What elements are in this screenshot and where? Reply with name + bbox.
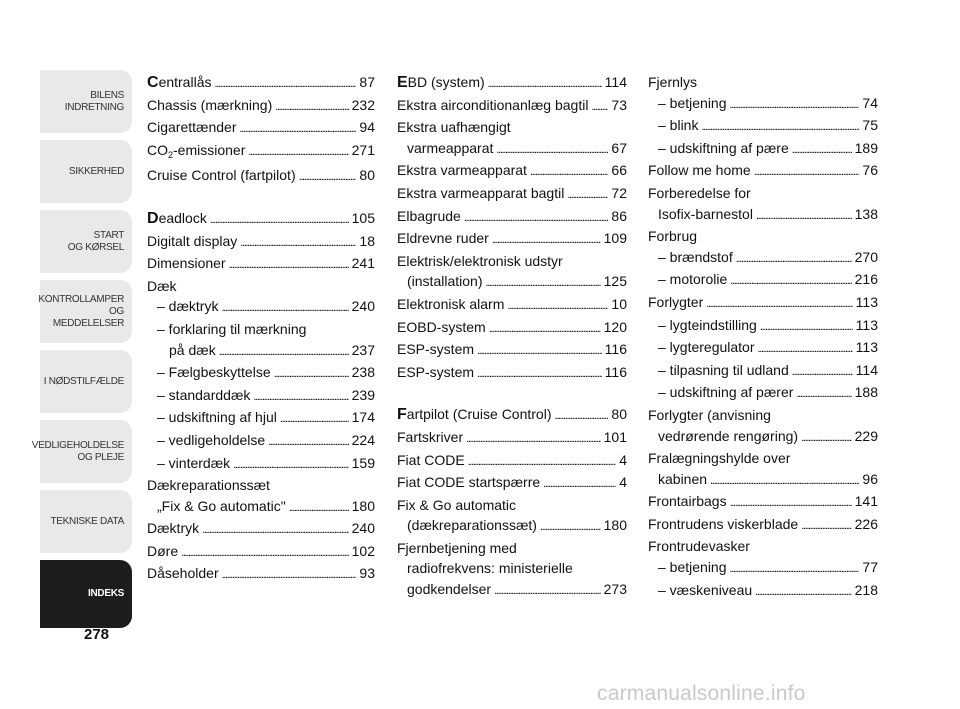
entry-label: – udskiftning af pærer bbox=[658, 384, 794, 401]
leader-dots bbox=[268, 430, 348, 453]
index-entry[interactable] bbox=[397, 160, 627, 183]
entry-page: 240 bbox=[351, 520, 375, 537]
index-entry[interactable] bbox=[147, 541, 375, 564]
index-entry[interactable] bbox=[147, 72, 375, 95]
entry-label: entrallås bbox=[158, 74, 212, 90]
tab-label: OG PLEJE bbox=[77, 451, 124, 463]
tab-indeks[interactable] bbox=[40, 560, 132, 628]
entry-page: 76 bbox=[862, 162, 878, 179]
index-entry[interactable] bbox=[397, 271, 627, 294]
entry-page: 138 bbox=[854, 205, 878, 222]
section-letter: C bbox=[147, 74, 159, 91]
tab-label: I NØDSTILFÆLDE bbox=[43, 375, 124, 387]
index-entry-line: Forlygter (anvisning bbox=[648, 406, 771, 423]
entry-label: eadlock bbox=[158, 209, 207, 226]
leader-dots bbox=[219, 340, 349, 363]
index-column-3 bbox=[648, 72, 878, 602]
entry-page: 102 bbox=[351, 542, 375, 559]
entry-label: „Fix & Go automatic" bbox=[157, 497, 286, 514]
entry-page: 229 bbox=[854, 427, 878, 444]
entry-page: 113 bbox=[855, 293, 878, 310]
entry-label: Dåseholder bbox=[147, 565, 219, 582]
index-entry-line: Fralægningshylde over bbox=[648, 450, 791, 467]
entry-page: 232 bbox=[351, 96, 375, 113]
index-column-2 bbox=[397, 72, 627, 602]
entry-label: – lygteindstilling bbox=[658, 316, 757, 333]
index-entry[interactable] bbox=[397, 427, 627, 450]
leader-dots bbox=[543, 472, 616, 495]
entry-page: 80 bbox=[359, 167, 375, 184]
index-entry[interactable] bbox=[147, 518, 375, 541]
index-entry-line: – forklaring til mærkning bbox=[157, 320, 307, 337]
entry-page: 174 bbox=[351, 409, 375, 426]
entry-label: Fiat CODE startspærre bbox=[397, 474, 541, 491]
index-entry[interactable] bbox=[397, 515, 627, 538]
entry-label: artpilot (Cruise Control) bbox=[406, 406, 552, 423]
entry-label: varmeapparat bbox=[407, 139, 494, 156]
entry-label: ESP-system bbox=[397, 363, 475, 380]
entry-page: 180 bbox=[603, 517, 627, 534]
section-letter: E bbox=[397, 74, 408, 91]
entry-label: Eldrevne ruder bbox=[397, 230, 489, 247]
index-entry[interactable] bbox=[147, 496, 375, 519]
leader-dots bbox=[221, 296, 348, 319]
leader-dots bbox=[240, 231, 356, 254]
leader-dots bbox=[488, 72, 602, 95]
leader-dots bbox=[730, 93, 860, 116]
index-entry[interactable] bbox=[397, 339, 627, 362]
entry-label: Cruise Control (fartpilot) bbox=[147, 167, 296, 184]
tab-sikkerhed[interactable] bbox=[40, 140, 132, 203]
leader-dots bbox=[730, 491, 852, 514]
leader-dots bbox=[275, 95, 348, 118]
index-entry[interactable] bbox=[397, 183, 627, 206]
index-entry[interactable] bbox=[397, 362, 627, 385]
leader-dots bbox=[792, 360, 853, 383]
leader-dots bbox=[530, 160, 608, 183]
entry-label: BD (system) bbox=[407, 74, 485, 90]
entry-page: 66 bbox=[611, 162, 627, 179]
entry-page: 77 bbox=[862, 559, 878, 576]
entry-page: 120 bbox=[603, 318, 627, 335]
leader-dots bbox=[756, 204, 852, 227]
entry-page: 180 bbox=[351, 497, 375, 514]
leader-dots bbox=[253, 385, 348, 408]
index-entry[interactable] bbox=[147, 453, 375, 476]
index-entry[interactable] bbox=[147, 430, 375, 453]
entry-page: 237 bbox=[351, 341, 375, 358]
entry-label: Fartskriver bbox=[397, 428, 464, 445]
leader-dots bbox=[214, 72, 356, 95]
index-entry[interactable] bbox=[397, 472, 627, 495]
leader-dots bbox=[477, 362, 602, 385]
leader-dots bbox=[567, 183, 608, 206]
leader-dots bbox=[280, 407, 349, 430]
index-heading: Forbrug bbox=[648, 228, 698, 245]
leader-dots bbox=[494, 579, 601, 602]
index-entry[interactable] bbox=[648, 315, 878, 338]
index-entry[interactable] bbox=[147, 95, 375, 118]
subscript: 2 bbox=[168, 149, 174, 160]
index-entry[interactable] bbox=[648, 557, 878, 580]
entry-page: 218 bbox=[854, 581, 878, 598]
index-entry[interactable] bbox=[648, 269, 878, 292]
index-entry[interactable] bbox=[648, 93, 878, 116]
leader-dots bbox=[222, 563, 357, 586]
leader-dots bbox=[736, 247, 852, 270]
tab-vedligeholdelse[interactable] bbox=[31, 420, 132, 483]
index-entry[interactable] bbox=[147, 407, 375, 430]
leader-dots bbox=[507, 294, 608, 317]
entry-page: 141 bbox=[854, 493, 878, 510]
entry-label: godkendelser bbox=[407, 581, 492, 598]
entry-page: 96 bbox=[862, 470, 878, 487]
leader-dots bbox=[466, 427, 601, 450]
entry-label: på dæk bbox=[169, 341, 216, 358]
leader-dots bbox=[248, 140, 348, 163]
leader-dots bbox=[754, 160, 860, 183]
entry-page: 114 bbox=[604, 74, 627, 90]
tab-label: OG MEDDELELSER bbox=[52, 305, 124, 329]
entry-page: 116 bbox=[604, 363, 627, 380]
entry-page: 72 bbox=[611, 184, 627, 201]
entry-page: 189 bbox=[854, 139, 878, 156]
entry-label: – blink bbox=[658, 117, 699, 134]
entry-label: – væskeniveau bbox=[658, 581, 753, 598]
index-entry[interactable] bbox=[648, 580, 878, 603]
tab-i-nodstilfaelde[interactable] bbox=[40, 350, 132, 413]
index-entry[interactable] bbox=[648, 514, 878, 537]
leader-dots bbox=[555, 404, 609, 427]
chapter-sidebar bbox=[31, 70, 132, 635]
index-entry-line: radiofrekvens: ministerielle bbox=[407, 560, 573, 577]
entry-label: CO bbox=[147, 141, 168, 158]
entry-page: 240 bbox=[351, 298, 375, 315]
tab-label: TEKNISKE DATA bbox=[50, 515, 124, 527]
entry-page: 238 bbox=[351, 364, 375, 381]
entry-label: Isofix-barnestol bbox=[658, 205, 753, 222]
index-entry-line: Dækreparationssæt bbox=[147, 477, 270, 494]
tab-label: SIKKERHED bbox=[68, 165, 124, 177]
index-entry[interactable] bbox=[397, 579, 627, 602]
entry-label: Ekstra airconditionanlæg bagtil bbox=[397, 96, 589, 113]
entry-label: -emissioner bbox=[173, 141, 246, 158]
entry-page: 74 bbox=[862, 94, 878, 111]
leader-dots bbox=[477, 339, 602, 362]
index-entry-line: Forberedelse for bbox=[648, 184, 751, 201]
entry-page: 271 bbox=[351, 141, 375, 158]
entry-page: 94 bbox=[359, 119, 375, 136]
tab-start-og-korsel[interactable] bbox=[40, 210, 132, 273]
entry-page: 10 bbox=[611, 295, 627, 312]
entry-page: 86 bbox=[611, 207, 627, 224]
index-entry[interactable] bbox=[397, 138, 627, 161]
entry-page: 113 bbox=[855, 339, 878, 356]
index-entry[interactable] bbox=[147, 208, 375, 231]
entry-page: 125 bbox=[603, 273, 627, 290]
tab-label: INDEKS bbox=[88, 588, 124, 599]
tab-kontrollamper[interactable] bbox=[40, 280, 132, 343]
section-letter: D bbox=[147, 209, 159, 227]
entry-label: Cigarettænder bbox=[147, 119, 237, 136]
section-gap bbox=[397, 384, 627, 404]
index-entry[interactable] bbox=[648, 360, 878, 383]
entry-page: 114 bbox=[855, 361, 878, 378]
leader-dots bbox=[801, 514, 851, 537]
index-entry[interactable] bbox=[147, 253, 375, 276]
entry-label: – tilpasning til udland bbox=[658, 361, 789, 378]
entry-label: Digitalt display bbox=[147, 232, 238, 249]
leader-dots bbox=[233, 453, 348, 476]
entry-label: – motorolie bbox=[658, 271, 728, 288]
entry-label: – dæktryk bbox=[157, 298, 219, 315]
index-entry[interactable] bbox=[147, 340, 375, 363]
entry-page: 105 bbox=[351, 209, 375, 226]
index-entry[interactable] bbox=[648, 426, 878, 449]
entry-page: 241 bbox=[351, 255, 375, 272]
index-entry[interactable] bbox=[648, 337, 878, 360]
leader-dots bbox=[489, 317, 601, 340]
index-column-1 bbox=[147, 72, 375, 586]
section-letter: F bbox=[397, 406, 407, 424]
entry-label: Fiat CODE bbox=[397, 451, 465, 468]
entry-label: – betjening bbox=[658, 94, 727, 111]
entry-label: vedrørende rengøring) bbox=[658, 427, 799, 444]
entry-label: Frontrudens viskerblade bbox=[648, 515, 799, 532]
entry-label: Elektronisk alarm bbox=[397, 295, 505, 312]
entry-page: 188 bbox=[854, 384, 878, 401]
tab-label: VEDLIGEHOLDELSE bbox=[31, 439, 124, 451]
entry-label: Chassis (mærkning) bbox=[147, 96, 273, 113]
index-entry-line: Ekstra uafhængigt bbox=[397, 119, 511, 136]
index-entry[interactable] bbox=[397, 317, 627, 340]
index-entry[interactable] bbox=[147, 231, 375, 254]
index-entry-line: Fix & Go automatic bbox=[397, 496, 517, 513]
entry-label: Elbagrude bbox=[397, 207, 461, 224]
entry-label: – betjening bbox=[658, 559, 727, 576]
index-entry[interactable] bbox=[648, 292, 878, 315]
tab-tekniske-data[interactable] bbox=[40, 490, 132, 553]
leader-dots bbox=[485, 271, 600, 294]
watermark: carmanualsonline.info bbox=[597, 682, 806, 705]
index-entry[interactable] bbox=[397, 95, 627, 118]
tab-label: BILENS bbox=[90, 89, 124, 101]
section-gap bbox=[147, 188, 375, 208]
leader-dots bbox=[758, 337, 853, 360]
index-entry[interactable] bbox=[397, 206, 627, 229]
leader-dots bbox=[299, 165, 357, 188]
entry-page: 4 bbox=[619, 474, 627, 491]
leader-dots bbox=[274, 362, 349, 385]
page-number: 278 bbox=[84, 626, 110, 643]
tab-label: START bbox=[93, 229, 124, 241]
entry-label: – udskiftning af hjul bbox=[157, 409, 277, 426]
entry-page: 93 bbox=[359, 565, 375, 582]
entry-page: 18 bbox=[359, 232, 375, 249]
entry-page: 87 bbox=[359, 74, 375, 90]
index-entry[interactable] bbox=[397, 72, 627, 95]
entry-page: 273 bbox=[603, 581, 627, 598]
index-entry[interactable] bbox=[648, 491, 878, 514]
leader-dots bbox=[210, 208, 349, 231]
index-entry[interactable] bbox=[147, 563, 375, 586]
entry-page: 239 bbox=[351, 386, 375, 403]
leader-dots bbox=[492, 228, 601, 251]
entry-label: – vedligeholdelse bbox=[157, 431, 266, 448]
leader-dots bbox=[540, 515, 601, 538]
leader-dots bbox=[468, 450, 617, 473]
index-entry[interactable] bbox=[147, 117, 375, 140]
leader-dots bbox=[591, 95, 608, 118]
leader-dots bbox=[706, 292, 852, 315]
entry-page: 224 bbox=[351, 431, 375, 448]
leader-dots bbox=[796, 382, 851, 405]
index-entry[interactable] bbox=[648, 138, 878, 161]
index-heading: Fjernlys bbox=[648, 74, 698, 90]
entry-page: 101 bbox=[603, 428, 627, 445]
leader-dots bbox=[801, 426, 852, 449]
index-entry[interactable] bbox=[397, 404, 627, 427]
entry-page: 75 bbox=[862, 117, 878, 134]
leader-dots bbox=[792, 138, 852, 161]
leader-dots bbox=[181, 541, 349, 564]
entry-page: 73 bbox=[611, 96, 627, 113]
entry-page: 270 bbox=[854, 248, 878, 265]
index-entry[interactable] bbox=[397, 228, 627, 251]
entry-label: Follow me home bbox=[648, 162, 751, 179]
leader-dots bbox=[202, 518, 349, 541]
index-entry[interactable] bbox=[147, 140, 375, 166]
index-entry[interactable] bbox=[147, 165, 375, 188]
entry-page: 4 bbox=[619, 451, 627, 468]
tab-bilens-indretning[interactable] bbox=[40, 70, 132, 133]
entry-label: Ekstra varmeapparat bagtil bbox=[397, 184, 565, 201]
leader-dots bbox=[730, 557, 860, 580]
leader-dots bbox=[760, 315, 853, 338]
index-entry[interactable] bbox=[397, 294, 627, 317]
entry-label: (dækreparationssæt) bbox=[407, 517, 537, 534]
entry-page: 226 bbox=[854, 515, 878, 532]
entry-label: Frontairbags bbox=[648, 493, 727, 510]
entry-label: EOBD-system bbox=[397, 318, 486, 335]
entry-label: Døre bbox=[147, 542, 179, 559]
entry-label: – udskiftning af pære bbox=[658, 139, 789, 156]
index-entry-line: Elektrisk/elektronisk udstyr bbox=[397, 252, 563, 269]
entry-page: 116 bbox=[604, 341, 627, 358]
leader-dots bbox=[229, 253, 349, 276]
tab-label: INDRETNING bbox=[64, 101, 124, 113]
index-entry[interactable] bbox=[648, 469, 878, 492]
leader-dots bbox=[701, 115, 859, 138]
entry-label: – Fælgbeskyttelse bbox=[157, 364, 271, 381]
index-entry-line: Fjernbetjening med bbox=[397, 539, 517, 556]
index-entry[interactable] bbox=[648, 204, 878, 227]
entry-page: 67 bbox=[611, 139, 627, 156]
index-entry[interactable] bbox=[147, 362, 375, 385]
index-heading: Frontrudevasker bbox=[648, 538, 750, 555]
leader-dots bbox=[289, 496, 349, 519]
leader-dots bbox=[755, 580, 851, 603]
entry-label: Forlygter bbox=[648, 293, 704, 310]
entry-label: – lygteregulator bbox=[658, 339, 755, 356]
entry-label: Dimensioner bbox=[147, 255, 226, 272]
entry-label: – standarddæk bbox=[157, 386, 251, 403]
entry-label: – vinterdæk bbox=[157, 454, 231, 471]
index-entry[interactable] bbox=[648, 247, 878, 270]
leader-dots bbox=[710, 469, 859, 492]
index-heading: Dæk bbox=[147, 277, 177, 294]
entry-label: Dæktryk bbox=[147, 520, 200, 537]
leader-dots bbox=[496, 138, 608, 161]
index-entry[interactable] bbox=[147, 296, 375, 319]
index-entry[interactable] bbox=[397, 450, 627, 473]
index-entry[interactable] bbox=[147, 385, 375, 408]
entry-page: 113 bbox=[855, 316, 878, 333]
entry-page: 109 bbox=[603, 230, 627, 247]
index-entry[interactable] bbox=[648, 115, 878, 138]
leader-dots bbox=[464, 206, 609, 229]
leader-dots bbox=[730, 269, 851, 292]
entry-label: (installation) bbox=[407, 273, 483, 290]
entry-label: – brændstof bbox=[658, 248, 733, 265]
entry-page: 216 bbox=[854, 271, 878, 288]
index-entry[interactable] bbox=[648, 382, 878, 405]
entry-label: Ekstra varmeapparat bbox=[397, 162, 527, 179]
entry-page: 80 bbox=[611, 406, 627, 423]
tab-label: OG KØRSEL bbox=[67, 241, 124, 253]
entry-page: 159 bbox=[351, 454, 375, 471]
tab-label: KONTROLLAMPER bbox=[38, 293, 124, 305]
entry-label: kabinen bbox=[658, 470, 708, 487]
entry-label: ESP-system bbox=[397, 341, 475, 358]
index-entry[interactable] bbox=[648, 160, 878, 183]
leader-dots bbox=[240, 117, 357, 140]
